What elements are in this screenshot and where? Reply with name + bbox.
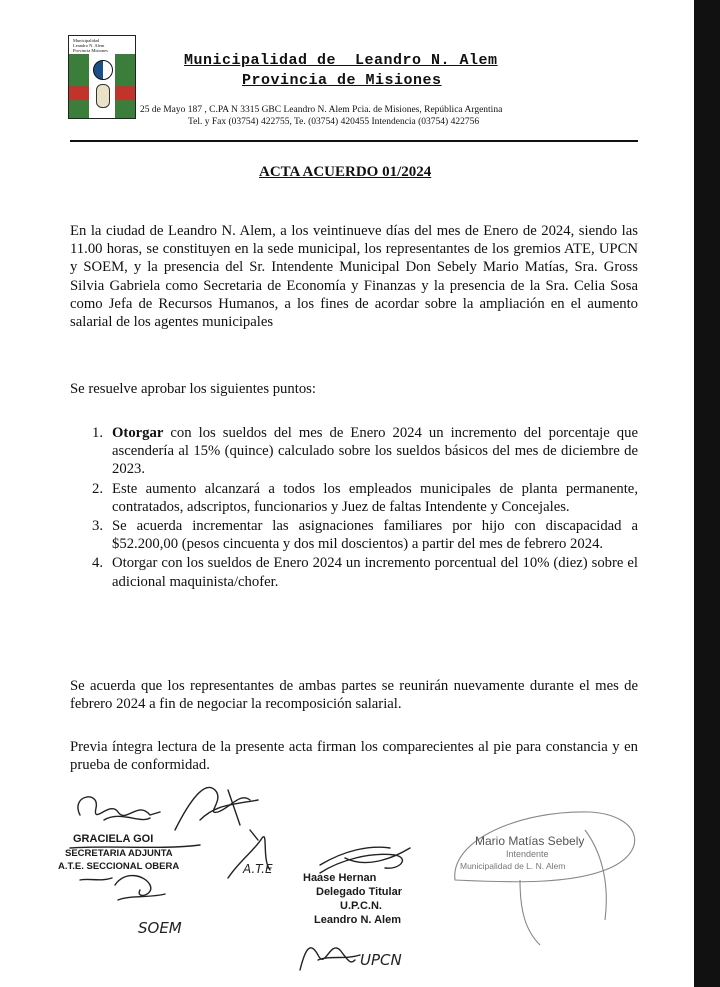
header-title: Municipalidad de Leandro N. Alem bbox=[184, 52, 498, 69]
logo-caption: Municipalidad Leandro N. Alem Provincia Misiones bbox=[73, 38, 108, 53]
signer-upcn-place: Leandro N. Alem bbox=[314, 914, 401, 926]
signer-ate-org: A.T.E. SECCIONAL OBERA bbox=[58, 861, 180, 872]
list-item: 4. Otorgar con los sueldos de Enero 2024 un incremento porcentual del 10% (diez) sobre el adicional maquinista/chofer. bbox=[92, 555, 638, 590]
list-item: 2. Este aumento alcanzará a todos los empleados municipales de planta permanente, contratados, adscriptos, funcionarios y Juez de faltas Intendente y Concejales. bbox=[92, 480, 638, 515]
header-subtitle: Provincia de Misiones bbox=[242, 72, 442, 89]
handwritten-upcn-label: UPCN bbox=[360, 951, 402, 969]
list-item: 3. Se acuerda incrementar las asignaciones familiares por hijo con discapacidad a $52.200,00 (pesos cincuenta y dos mil doscientos) a partir del mes de febrero 2024. bbox=[92, 518, 638, 553]
header-divider bbox=[70, 140, 638, 142]
signer-intendente-role: Intendente bbox=[506, 849, 549, 859]
list-item: 1. Otorgar con los sueldos del mes de Enero 2024 un incremento del porcentaje que ascendería al 15% (quince) calculado sobre los sueldos básicos del mes de diciembre de 2023. bbox=[92, 425, 638, 478]
signer-intendente-name: Mario Matías Sebely bbox=[475, 834, 585, 848]
signer-upcn-org: U.P.C.N. bbox=[340, 900, 382, 912]
handwritten-soem-label: SOEM bbox=[138, 919, 182, 937]
followup-paragraph: Se acuerda que los representantes de ambas partes se reunirán nuevamente durante el mes de febrero 2024 a fin de negociar la recomposición salarial. bbox=[70, 678, 638, 713]
municipal-logo bbox=[68, 35, 136, 119]
signer-upcn-name: Haase Hernan bbox=[303, 872, 377, 884]
signer-ate-role: SECRETARIA ADJUNTA bbox=[65, 848, 173, 859]
logo-circle-icon bbox=[93, 60, 113, 80]
agreement-points bbox=[70, 424, 638, 592]
resolution-paragraph: Se resuelve aprobar los siguientes puntos: bbox=[70, 381, 316, 397]
handwritten-ate-label: A.T.E bbox=[243, 862, 273, 876]
intro-paragraph: En la ciudad de Leandro N. Alem, a los veintinueve días del mes de Enero de 2024, siendo las 11.00 horas, se constituyen en la sede municipal, los representantes de los gremios ATE, UPCN y SOEM, y la presencia del Sr. Intendente Municipal Don Sebely Mario Matías, Sra. Gross Silvia Gabriela como Secretaria de Economía y Finanzas y la presencia de la Sra. Celia Sosa como Jefa de Recursos Humanos, a los fines de acordar sobre la ampliación en el aumento salarial de los agentes municipales bbox=[70, 223, 638, 331]
header-phones: Tel. y Fax (03754) 422755, Te. (03754) 420455 Intendencia (03754) 422756 bbox=[188, 117, 480, 127]
closing-paragraph: Previa íntegra lectura de la presente acta firman los comparecientes al pie para constancia y en prueba de conformidad. bbox=[70, 739, 638, 774]
header-address: 25 de Mayo 187 , C.PA N 3315 GBC Leandro N. Alem Pcia. de Misiones, República Argentina bbox=[140, 105, 503, 115]
scan-edge-bar bbox=[694, 0, 720, 987]
signer-upcn-role: Delegado Titular bbox=[316, 886, 402, 898]
document-title: ACTA ACUERDO 01/2024 bbox=[259, 164, 432, 180]
signer-intendente-org: Municipalidad de L. N. Alem bbox=[460, 861, 566, 871]
logo-emblem-icon bbox=[96, 84, 110, 108]
signer-ate-name: GRACIELA GOI bbox=[73, 833, 154, 845]
